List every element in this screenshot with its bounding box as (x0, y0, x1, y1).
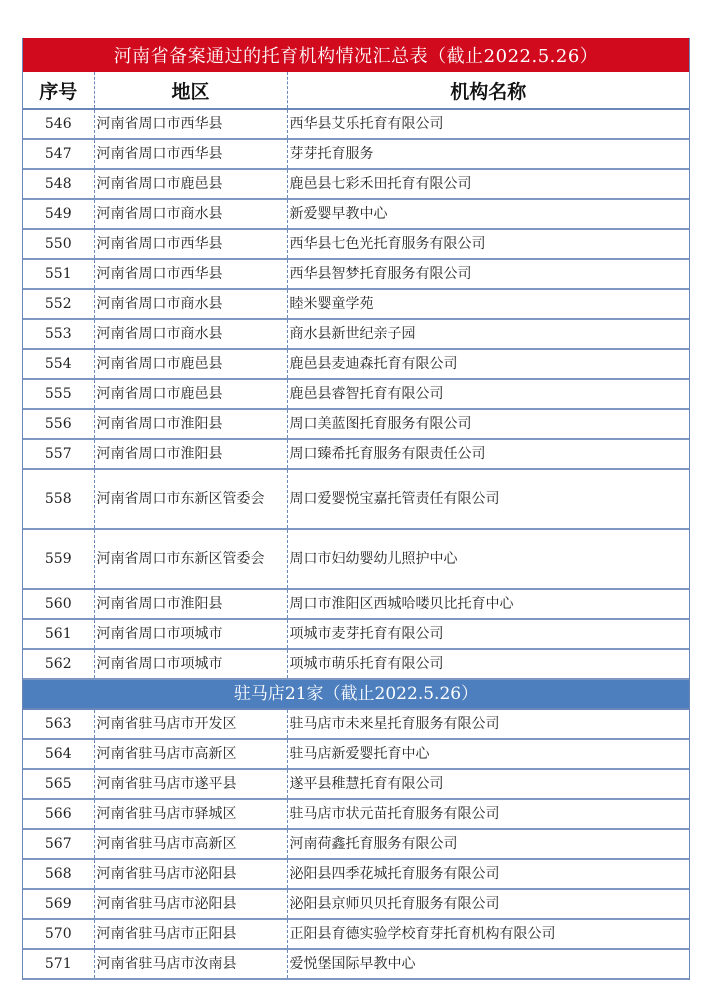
summary-sheet (22, 38, 690, 980)
row-name: 芽芽托育服务 (287, 139, 689, 169)
row-region: 河南省周口市西华县 (94, 259, 287, 289)
row-no: 569 (23, 889, 94, 919)
row-no: 561 (23, 619, 94, 649)
row-name: 鹿邑县睿智托育有限公司 (287, 379, 689, 409)
row-region: 河南省周口市东新区管委会 (94, 469, 287, 529)
row-region: 河南省周口市商水县 (94, 289, 287, 319)
section-row-zhumadian (23, 679, 689, 709)
row-no: 563 (23, 709, 94, 739)
row-name: 爱悦堡国际早教中心 (287, 949, 689, 979)
table-row (23, 529, 689, 589)
row-name: 周口美蓝图托育服务有限公司 (287, 409, 689, 439)
row-name: 西华县七色光托育服务有限公司 (287, 229, 689, 259)
row-name: 周口臻希托育服务有限责任公司 (287, 439, 689, 469)
row-no: 546 (23, 109, 94, 139)
table-row (23, 889, 689, 919)
row-name: 周口市妇幼婴幼儿照护中心 (287, 529, 689, 589)
row-no: 553 (23, 319, 94, 349)
table-row (23, 439, 689, 469)
row-name: 泌阳县四季花城托育服务有限公司 (287, 859, 689, 889)
table-row (23, 199, 689, 229)
table-row (23, 379, 689, 409)
row-no: 559 (23, 529, 94, 589)
row-region: 河南省周口市鹿邑县 (94, 379, 287, 409)
table-row (23, 589, 689, 619)
header-no: 序号 (23, 72, 94, 109)
row-no: 567 (23, 829, 94, 859)
row-no: 554 (23, 349, 94, 379)
table-row (23, 769, 689, 799)
row-name: 遂平县稚慧托育有限公司 (287, 769, 689, 799)
row-name: 新爱婴早教中心 (287, 199, 689, 229)
row-no: 570 (23, 919, 94, 949)
row-region: 河南省驻马店市开发区 (94, 709, 287, 739)
row-region: 河南省周口市东新区管委会 (94, 529, 287, 589)
row-name: 睦米婴童学苑 (287, 289, 689, 319)
row-region: 河南省周口市西华县 (94, 139, 287, 169)
row-no: 551 (23, 259, 94, 289)
table-row (23, 229, 689, 259)
row-no: 562 (23, 649, 94, 679)
table-title: 河南省备案通过的托育机构情况汇总表（截止2022.5.26） (23, 38, 689, 72)
table-row (23, 859, 689, 889)
row-no: 560 (23, 589, 94, 619)
row-name: 正阳县育德实验学校育芽托育机构有限公司 (287, 919, 689, 949)
row-no: 568 (23, 859, 94, 889)
row-no: 548 (23, 169, 94, 199)
row-name: 驻马店市状元苗托育服务有限公司 (287, 799, 689, 829)
row-no: 555 (23, 379, 94, 409)
table-row (23, 829, 689, 859)
row-no: 564 (23, 739, 94, 769)
row-region: 河南省周口市鹿邑县 (94, 169, 287, 199)
table-row (23, 409, 689, 439)
row-no: 552 (23, 289, 94, 319)
table-row (23, 799, 689, 829)
row-no: 571 (23, 949, 94, 979)
table-row (23, 709, 689, 739)
row-name: 周口爱婴悦宝嘉托管责任有限公司 (287, 469, 689, 529)
table-row (23, 169, 689, 199)
row-name: 驻马店新爱婴托育中心 (287, 739, 689, 769)
row-region: 河南省周口市淮阳县 (94, 589, 287, 619)
row-region: 河南省周口市淮阳县 (94, 409, 287, 439)
row-no: 556 (23, 409, 94, 439)
row-name: 泌阳县京师贝贝托育服务有限公司 (287, 889, 689, 919)
header-region: 地区 (94, 72, 287, 109)
row-name: 鹿邑县麦迪森托育有限公司 (287, 349, 689, 379)
row-name: 西华县智梦托育服务有限公司 (287, 259, 689, 289)
row-region: 河南省周口市淮阳县 (94, 439, 287, 469)
header-row (23, 72, 689, 109)
row-region: 河南省驻马店市汝南县 (94, 949, 287, 979)
table-row (23, 289, 689, 319)
row-name: 项城市麦芽托育有限公司 (287, 619, 689, 649)
table-row (23, 349, 689, 379)
row-name: 鹿邑县七彩禾田托育有限公司 (287, 169, 689, 199)
row-no: 549 (23, 199, 94, 229)
row-region: 河南省周口市项城市 (94, 619, 287, 649)
row-region: 河南省驻马店市泌阳县 (94, 889, 287, 919)
table-row (23, 469, 689, 529)
row-name: 周口市淮阳区西城哈喽贝比托育中心 (287, 589, 689, 619)
table-row (23, 949, 689, 979)
row-no: 566 (23, 799, 94, 829)
table-row (23, 739, 689, 769)
row-name: 驻马店市未来星托育服务有限公司 (287, 709, 689, 739)
table-row (23, 319, 689, 349)
row-region: 河南省驻马店市正阳县 (94, 919, 287, 949)
row-region: 河南省驻马店市高新区 (94, 829, 287, 859)
row-name: 河南荷鑫托育服务有限公司 (287, 829, 689, 859)
row-name: 西华县艾乐托育有限公司 (287, 109, 689, 139)
row-region: 河南省周口市商水县 (94, 199, 287, 229)
row-name: 商水县新世纪亲子园 (287, 319, 689, 349)
header-name: 机构名称 (287, 72, 689, 109)
row-region: 河南省周口市西华县 (94, 229, 287, 259)
row-region: 河南省驻马店市遂平县 (94, 769, 287, 799)
row-region: 河南省驻马店市泌阳县 (94, 859, 287, 889)
row-region: 河南省驻马店市高新区 (94, 739, 287, 769)
row-region: 河南省周口市西华县 (94, 109, 287, 139)
row-no: 550 (23, 229, 94, 259)
table-row (23, 139, 689, 169)
table-row (23, 649, 689, 679)
row-name: 项城市萌乐托育有限公司 (287, 649, 689, 679)
row-no: 547 (23, 139, 94, 169)
row-region: 河南省周口市项城市 (94, 649, 287, 679)
row-no: 565 (23, 769, 94, 799)
institution-table (23, 72, 689, 980)
row-no: 558 (23, 469, 94, 529)
row-region: 河南省周口市鹿邑县 (94, 349, 287, 379)
table-row (23, 259, 689, 289)
table-row (23, 919, 689, 949)
section-label: 驻马店21家（截止2022.5.26） (23, 679, 689, 709)
table-row (23, 619, 689, 649)
row-region: 河南省驻马店市驿城区 (94, 799, 287, 829)
row-no: 557 (23, 439, 94, 469)
table-row (23, 109, 689, 139)
row-region: 河南省周口市商水县 (94, 319, 287, 349)
